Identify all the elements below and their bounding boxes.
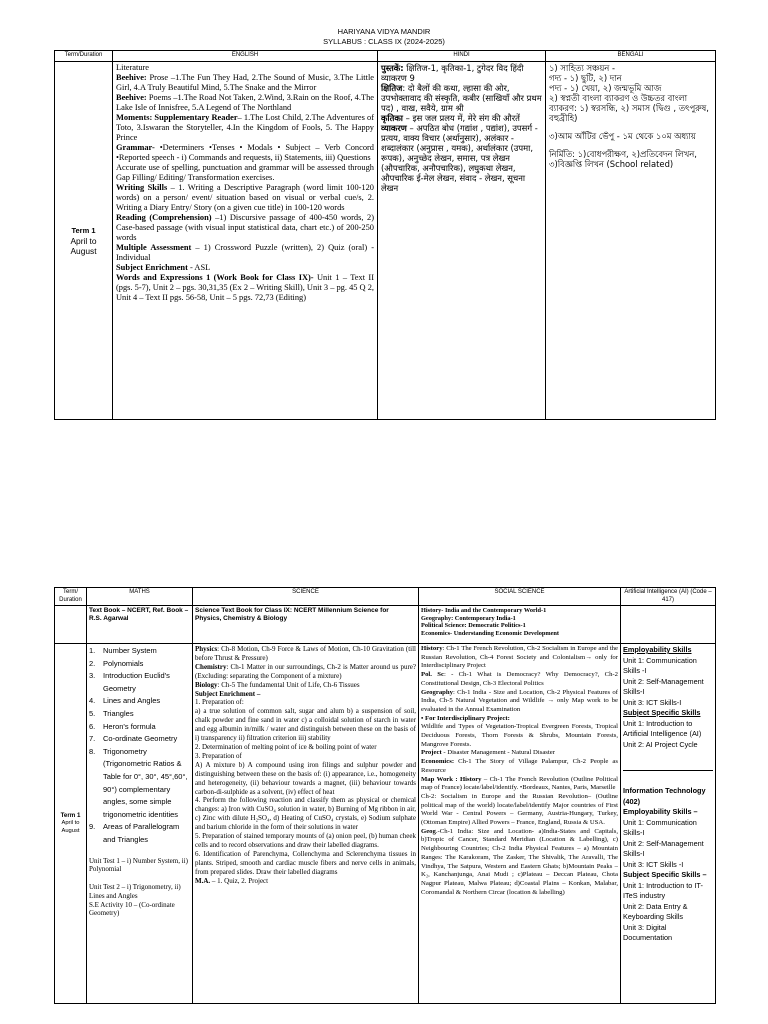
english-item-text: – 1) Crossword Puzzle (written), 2) Quiz (oral) - Individual	[116, 242, 375, 262]
bengali-item: নির্মিতি: ১)বোধপরীক্ষণ, ২)প্রতিবেদন লিখন, ৩)বিজ্ঞপ্তি লিখন (School related)	[549, 148, 697, 169]
science-item-text: : Ch-8 Motion, Ch-9 Force & Laws of Motion, Ch-10 Gravitation (till before Thrust & Pressure)	[195, 645, 416, 662]
subjects-header-row	[55, 588, 716, 606]
maths-chapter	[89, 746, 190, 822]
ss-item-text: Wildlife and Types of Vegetation-Tropical Evergreen Forests, Tropical Deciduous Forests, Thorn Forests & Shrubs, Mountain Forests, Mangrove Forests.	[421, 723, 618, 748]
maths-chapter-number: 1.	[89, 646, 96, 655]
header-english: ENGLISH	[113, 51, 378, 62]
english-item	[116, 243, 374, 263]
science-item-text: 6. Identification of Parenchyma, Collenchyma and Sclerenchyma tissues in plants. Striped, smooth and cardiac muscle fibers and nerve cells in animals, from prepared slides. Draw their labelled diagrams	[195, 849, 416, 876]
bengali-item: গদ্য - ১) ছুটি, ২) দান	[549, 72, 622, 83]
english-item	[116, 93, 374, 113]
science-item	[195, 645, 416, 663]
ss-item	[421, 689, 618, 715]
english-item-text: –1) Discursive passage of 400-450 words, 2) Case-based passage (with visual input statistical data, chart etc.) of 200-250 words	[116, 212, 374, 242]
bengali-item: ১) সাহিত্য সঞ্চয়ন -	[549, 62, 615, 73]
ss-book-line	[421, 607, 618, 615]
science-item	[195, 796, 416, 832]
hindi-item-text: – इस जल प्रलय में, मेरे संग की औरतें	[402, 112, 520, 123]
term-duration: April to August	[70, 235, 97, 256]
ss-item-label: Geog	[421, 827, 436, 835]
ai-group2-title: Information Technology (402)	[623, 786, 706, 806]
ai-group1-item2: Unit 1: Introduction to Artificial Intelligence (AI)	[623, 718, 702, 738]
ss-item	[421, 776, 618, 793]
ss-item	[421, 758, 618, 775]
english-item	[116, 73, 374, 93]
english-item	[116, 213, 374, 243]
ai-group2-item: Unit 3: ICT Skills -I	[623, 859, 684, 869]
english-item-label: Multiple Assessment	[116, 242, 192, 252]
science-item	[195, 707, 416, 743]
ai-group1-item: Unit 3: ICT Skills-I	[623, 697, 682, 707]
science-item-text: : Ch-1 Matter in our surroundings, Ch-2 is Matter around us pure? (Excluding: separating the Component of a mixture)	[195, 662, 416, 680]
science-item-label: Subject Enrichment –	[195, 689, 261, 698]
ai-group2-item2: Unit 2: Data Entry & Keyboarding Skills	[623, 901, 688, 921]
books-row	[55, 606, 716, 644]
science-item-label: Chemistry	[195, 662, 227, 671]
ss-item	[421, 828, 618, 898]
hindi-item-text: : दो बैलों की कथा, ल्हासा की ओर, उपभोक्तावाद की संस्कृति, कबीर (साखियाँ और प्रथम पद) , वाख, सवैये, ग्राम श्री	[381, 82, 542, 113]
syllabus-title: SYLLABUS : CLASS IX (2024-2025)	[323, 37, 445, 46]
science-item-label: M.A.	[195, 876, 211, 885]
ai-group2-item2: Unit 3: Digital Documentation	[623, 922, 673, 942]
maths-chapter-title: Heron's formula	[103, 721, 156, 731]
science-item-text: 1. Preparation of:	[195, 698, 244, 707]
english-item-label: Grammar-	[116, 142, 155, 152]
ss-book-line-label: Political Science:	[421, 622, 469, 629]
hindi-item-label: व्याकरण	[381, 122, 407, 133]
maths-test-item: Unit Test 2 – i) Trigonometry, ii) Lines and Angles	[89, 883, 181, 900]
maths-chapter-number: 8.	[89, 746, 96, 756]
english-item-text: Unit 1 – Text II (pgs. 5-7), Unit 2 – pgs. 30,31,35 (Ex 2 – Writing Skill), Unit 3 – pg. 45 Q 2, Unit 4 – Text II pgs. 56-58, Unit – 5 pgs. 72,73 (Editing)	[116, 272, 375, 302]
ss-item-label: • For Interdisciplinary Project:	[421, 714, 510, 722]
science-item-text: A) A mixture b) A compound using iron filings and sulphur powder and distinguishing between these on the basis of: (i) appearance, i.e., homogeneity and heterogeneity, (ii) behaviour towards a magnet, (iii) behaviour towards carbon-di-sulphide as a solvent, (iv) effect of heat	[195, 760, 416, 796]
document-header	[0, 27, 768, 47]
ss-item-text: : Ch-1 The French Revolution, Ch-2 Socialism in Europe and the Russian Revolution, Ch-4 Forest Society and Colonialism→ only for Interdisciplinary Project	[421, 645, 618, 670]
hindi-item-text: क्षितिज-1, कृतिका-1, टुगेदर विद हिंदी व्याकरण 9	[381, 62, 524, 83]
maths-test-item: S.E Activity 10 – (Co-ordinate Geometry)	[89, 900, 175, 918]
maths-chapter-title: Trigonometry (Trigonometric Ratios & Table for 0°, 30°, 45°,60°, 90°) complementary angles, some simple trigonometric identities	[103, 746, 188, 819]
english-item-text: •Determiners •Tenses • Modals • Subject – Verb Concord •Reported speech - i) Commands and requests, ii) Statements, iii) Questions	[116, 142, 374, 162]
ai-group1-heading: Employability Skills	[623, 645, 692, 654]
english-item-text: Poems –1.The Road Not Taken, 2.Wind, 3.Rain on the Roof, 4.The Lake Isle of Innisfree, 5.A Legend of The Northland	[116, 92, 374, 112]
header-term: Term/Duration	[55, 51, 113, 62]
ss-item	[421, 645, 618, 671]
english-item-label: Words and Expressions 1 (Work Book for Class IX)-	[116, 272, 314, 282]
hindi-item	[381, 113, 542, 123]
ss-item-text: .-Ch-1 India: Size and Location- a)India-States and Capitals, b)Tropic of Cancer, Standard Meridian (Location & Labelling), c) Neighbouring Countries; Ch-2 India Physical Features – a) Mountain Ranges: The Karakoram, The Zasker, The Shivalik, The Aravalli, The Vindhya, The Satpura, Western and Eastern Ghats; b)Mountain Peaks – K₂, Kanchanjunga, Anai Mudi ; c)Plateau – Deccan Plateau, Chota Nagpur Plateau, Malwa Plateau; d)Coastal Plains – Konkan, Malabar, Coromandal & Northern Circar (location & labelling)	[421, 827, 618, 896]
ss-books	[419, 606, 621, 644]
ai-group2-item: Unit 1: Communication Skills-I	[623, 817, 697, 837]
header-term2: Term/ Duration	[55, 588, 87, 606]
maths-chapter	[89, 821, 190, 846]
ss-book-line-text: Understanding Economic Development	[453, 629, 560, 637]
english-item	[116, 113, 374, 143]
maths-chapter-number: 3.	[89, 671, 96, 681]
english-item-label: Subject Enrichment	[116, 262, 188, 272]
science-item-text: : Ch-5 The fundamental Unit of Life, Ch-6 Tissues	[217, 680, 360, 689]
ss-item	[421, 749, 618, 758]
school-name: HARIYANA VIDYA MANDIR	[337, 27, 431, 36]
languages-header-row	[55, 51, 716, 62]
hindi-item-text: – अपठित बोध (गद्यांश , पद्यांश), उपसर्ग - प्रत्यय, वाक्य विचार (अर्थानुसार), अलंकार - शब्दालंकार (अनुप्रास , यमक), अर्थालंकार (उपमा, रूपक), अनुच्छेद लेखन, समास, पत्र लेखन (औपचारिक, अनौपचारिक), लघुकथा लेखन, औपचारिक ई-मेल लेखन, संवाद - लेखन, सूचना लेखन	[381, 122, 538, 193]
ai-group1-item: Unit 2: Self-Management Skills-I	[623, 676, 704, 696]
science-item-label: Biology	[195, 680, 218, 689]
english-item-label: Reading (Comprehension)	[116, 212, 212, 222]
term-cell-2	[55, 644, 87, 1004]
english-item	[116, 263, 374, 273]
ai-group1-item: Unit 1: Communication Skills -I	[623, 655, 697, 675]
ss-item-label: Map Work : History	[421, 775, 482, 783]
ss-item	[421, 715, 618, 724]
maths-chapter-number: 7.	[89, 734, 96, 744]
ai-group1-item2: Unit 2: AI Project Cycle	[623, 739, 698, 749]
science-item	[195, 850, 416, 877]
ss-book-line-label: Economics-	[421, 629, 454, 637]
english-item-text: – 1.The Lost Child, 2.The Adventures of Toto, 3.Iswaran the Storyteller, 4.In the Kingdom of Fools, 5. The Happy Prince	[116, 112, 374, 142]
ss-book-line-label: Geography:	[421, 614, 455, 622]
ss-item-text: Ch-2: Socialism in Europe and the Russian Revolution– (Outline political map of the world) locate/label/identify Major countries of First World War - Central Powers – Germany, Austria-Hungary, Turkey, (Ottoman Empire) Allied Powers – France, England, Russia & USA.	[421, 792, 618, 827]
english-item-text: - ASL	[187, 262, 211, 272]
header-maths: MATHS	[87, 588, 193, 606]
maths-chapter	[89, 695, 190, 708]
ai-cell	[621, 644, 716, 1004]
maths-chapter	[89, 658, 190, 671]
science-item	[195, 743, 416, 752]
ss-book-line	[421, 615, 618, 623]
science-books: Science Text Book for Class IX: NCERT Millennium Science for Physics, Chemistry & Biology	[193, 606, 419, 644]
maths-chapter-number: 5.	[89, 708, 96, 718]
social-science-cell	[419, 644, 621, 1004]
hindi-item-label: पुस्तकें:	[381, 62, 404, 73]
english-item	[116, 273, 374, 303]
science-item	[195, 698, 416, 707]
term-title: Term 1	[71, 225, 96, 235]
ai-group2-item2: Unit 1: Introduction to IT-ITeS industry	[623, 880, 703, 900]
science-item-text: 4. Perform the following reaction and classify them as physical or chemical changes: a) Iron with CuSO₄ solution in water, b) Burning of Mg ribbon in air, c) Zinc with dilute H₂SO₄, d) Heating of CuSO₄ crystals, e) Sodium sulphate and barium chloride in the form of their solutions in water	[195, 796, 416, 832]
maths-chapter-list	[89, 645, 190, 847]
english-item-text: Prose –1.The Fun They Had, 2.The Sound of Music, 3.The Little Girl, 4.A Truly Beautiful Mind, 5.The Snake and the Mirror	[116, 72, 374, 92]
hindi-item	[381, 83, 542, 113]
english-item	[116, 183, 374, 213]
english-item-label: Beehive:	[116, 92, 147, 102]
maths-chapter	[89, 721, 190, 734]
maths-chapter-title: Areas of Parallelogram and Triangles	[103, 822, 180, 844]
ss-item-text: : Ch-1 India - Size and Location, Ch-2 Physical Features of India, Ch-5 Natural Vegetation and Wildlife → only Map work to be evaluated in the Annual Examination	[421, 688, 618, 713]
science-item-text: – 1. Quiz, 2. Project	[210, 876, 269, 885]
maths-books: Text Book – NCERT, Ref. Book – R.S. Agarwal	[87, 606, 193, 644]
english-cell	[113, 61, 378, 419]
ai-group2-heading2: Subject Specific Skills –	[623, 870, 707, 879]
ss-item	[421, 793, 618, 828]
ss-book-line	[421, 630, 618, 638]
hindi-item-label: क्षितिज	[381, 82, 403, 93]
ai-group1-heading2: Subject Specific Skills	[623, 708, 701, 717]
ss-book-line-text: Democratic Politics-1	[468, 622, 526, 629]
science-item-text: 3. Preparation of	[195, 751, 242, 760]
ss-item	[421, 671, 618, 688]
science-item	[195, 690, 416, 699]
english-item-label: Writing Skills	[116, 182, 168, 192]
ai-spacer-2	[623, 774, 713, 786]
science-item	[195, 832, 416, 850]
header-science: SCIENCE	[193, 588, 419, 606]
maths-chapter-number: 2.	[89, 658, 96, 668]
ss-book-line-text: History- India and the Contemporary World-1	[421, 607, 547, 614]
maths-chapter	[89, 733, 190, 746]
subjects-term1-row	[55, 644, 716, 1004]
hindi-item	[381, 123, 542, 193]
ss-item-label: Economics:	[421, 758, 455, 766]
ss-item-text: - Disaster Management - Natural Disaster	[441, 749, 555, 757]
english-item-text: Literature	[116, 62, 150, 72]
maths-chapter-number: 6.	[89, 721, 96, 731]
english-item-text: – 1. Writing a Descriptive Paragraph (word limit 100-120 words) on a person/ event/ situation based on visual or verbal cue/s, 2. Writing a Diary Entry/ Story (on a given cue title) in 100-120 words	[116, 182, 374, 212]
maths-chapter-title: Introduction Euclid's Geometry	[103, 671, 170, 693]
header-hindi: HINDI	[378, 51, 546, 62]
science-item	[195, 752, 416, 761]
ss-book-line-text: Contemporary India-1	[454, 614, 516, 622]
english-item	[116, 143, 374, 163]
ss-book-line	[421, 622, 618, 630]
maths-chapter	[89, 670, 190, 695]
maths-cell	[87, 644, 193, 1004]
ai-group2-heading: Employability Skills –	[623, 807, 698, 816]
science-item	[195, 663, 416, 681]
maths-chapter-title: Triangles	[103, 708, 134, 718]
ss-item-label: Project	[421, 749, 442, 757]
header-social-science: SOCIAL SCIENCE	[419, 588, 621, 606]
science-item-label: Physics	[195, 645, 218, 653]
maths-chapter-title: Polynomials	[103, 658, 144, 668]
bengali-item: ২) স্বপ্নতী বাংলা ব্যাকরণ ও উচ্চতর বাংলা ব্যাকরণ: ১) স্বরসন্ধি, ২) সমাস (দ্বিগু , তৎপুরুষ, বহুব্রীহি)	[549, 92, 709, 123]
science-item-text: a) a true solution of common salt, sugar and alum b) a suspension of soil, chalk powder and fine sand in water c) a colloidal solution of starch in water and egg albumin in/milk / water and distinguish between these on the basis of i) transparency ii) filtration criterion iii) stability	[195, 707, 416, 743]
bengali-item: ৩)আম আঁটির ভেঁপু - ১ম থেকে ১০ম অধ্যায়	[549, 130, 696, 141]
maths-chapter	[89, 645, 190, 658]
maths-chapter-title: Number System	[103, 646, 157, 655]
english-item	[116, 163, 374, 183]
science-item-text: 5. Preparation of stained temporary mounts of (a) onion peel, (b) human cheek cells and to record observations and draw their labelled diagrams.	[195, 832, 416, 849]
header-ai: Artificial Intelligence (AI) (Code – 417)	[621, 588, 716, 606]
term-duration-2: April to August	[61, 820, 80, 834]
hindi-item-label: कृतिका	[381, 112, 403, 123]
term-title-2: Term 1	[60, 811, 81, 819]
science-cell	[193, 644, 419, 1004]
maths-tests	[89, 857, 190, 919]
maths-test-item: Unit Test 1 – i) Number System, ii) Polynomial	[89, 856, 188, 874]
ss-item-text: : - Ch-1 What is Democracy? Why Democracy?, Ch-2 Constitutional Design, Ch-3 Electoral Politics	[421, 671, 618, 687]
maths-chapter-number: 9.	[89, 822, 96, 832]
languages-table	[54, 50, 716, 420]
science-item-text: 2. Determination of melting point of ice & boiling point of water	[195, 742, 377, 751]
ai-divider	[623, 770, 713, 771]
hindi-item	[381, 63, 542, 83]
bengali-item: পদ্য - ১) খেয়া, ২) জন্মভূমি আজ	[549, 82, 662, 93]
ai-group2-item: Unit 2: Self-Management Skills-I	[623, 838, 704, 858]
maths-chapter-number: 4.	[89, 696, 96, 706]
languages-term1-row	[55, 61, 716, 419]
bengali-cell	[546, 61, 716, 419]
ai-spacer	[623, 750, 713, 764]
maths-chapter-title: Lines and Angles	[103, 696, 161, 706]
science-item	[195, 681, 416, 690]
english-item-text: Accurate use of spelling, punctuation and grammar will be assessed through Gap Filling/ Editing/ Transformation exercises.	[116, 162, 374, 182]
header-bengali: BENGALI	[546, 51, 716, 62]
english-item-label: Moments: Supplementary Reader	[116, 112, 238, 122]
ss-item-text: – Ch-1 The French Revolution (Outline Political map of France) locate/label/identify. •Bordeaux, Nantes, Paris, Marseille	[421, 775, 618, 792]
term-cell	[55, 61, 113, 419]
science-item	[195, 877, 416, 886]
ss-item-label: History	[421, 645, 443, 652]
ss-item	[421, 723, 618, 749]
ss-item-label: Pol. Sc	[421, 671, 444, 679]
ss-item-text: Ch-1 The Story of Village Palampur, Ch-2 People as Resource	[421, 758, 618, 774]
maths-chapter-title: Co-ordinate Geometry	[103, 734, 178, 744]
maths-chapter	[89, 708, 190, 721]
english-item	[116, 63, 374, 73]
ss-item-label: Geography	[421, 688, 453, 696]
hindi-cell	[378, 61, 546, 419]
english-item-label: Beehive:	[116, 72, 147, 82]
science-item	[195, 761, 416, 797]
subjects-table	[54, 587, 716, 1004]
